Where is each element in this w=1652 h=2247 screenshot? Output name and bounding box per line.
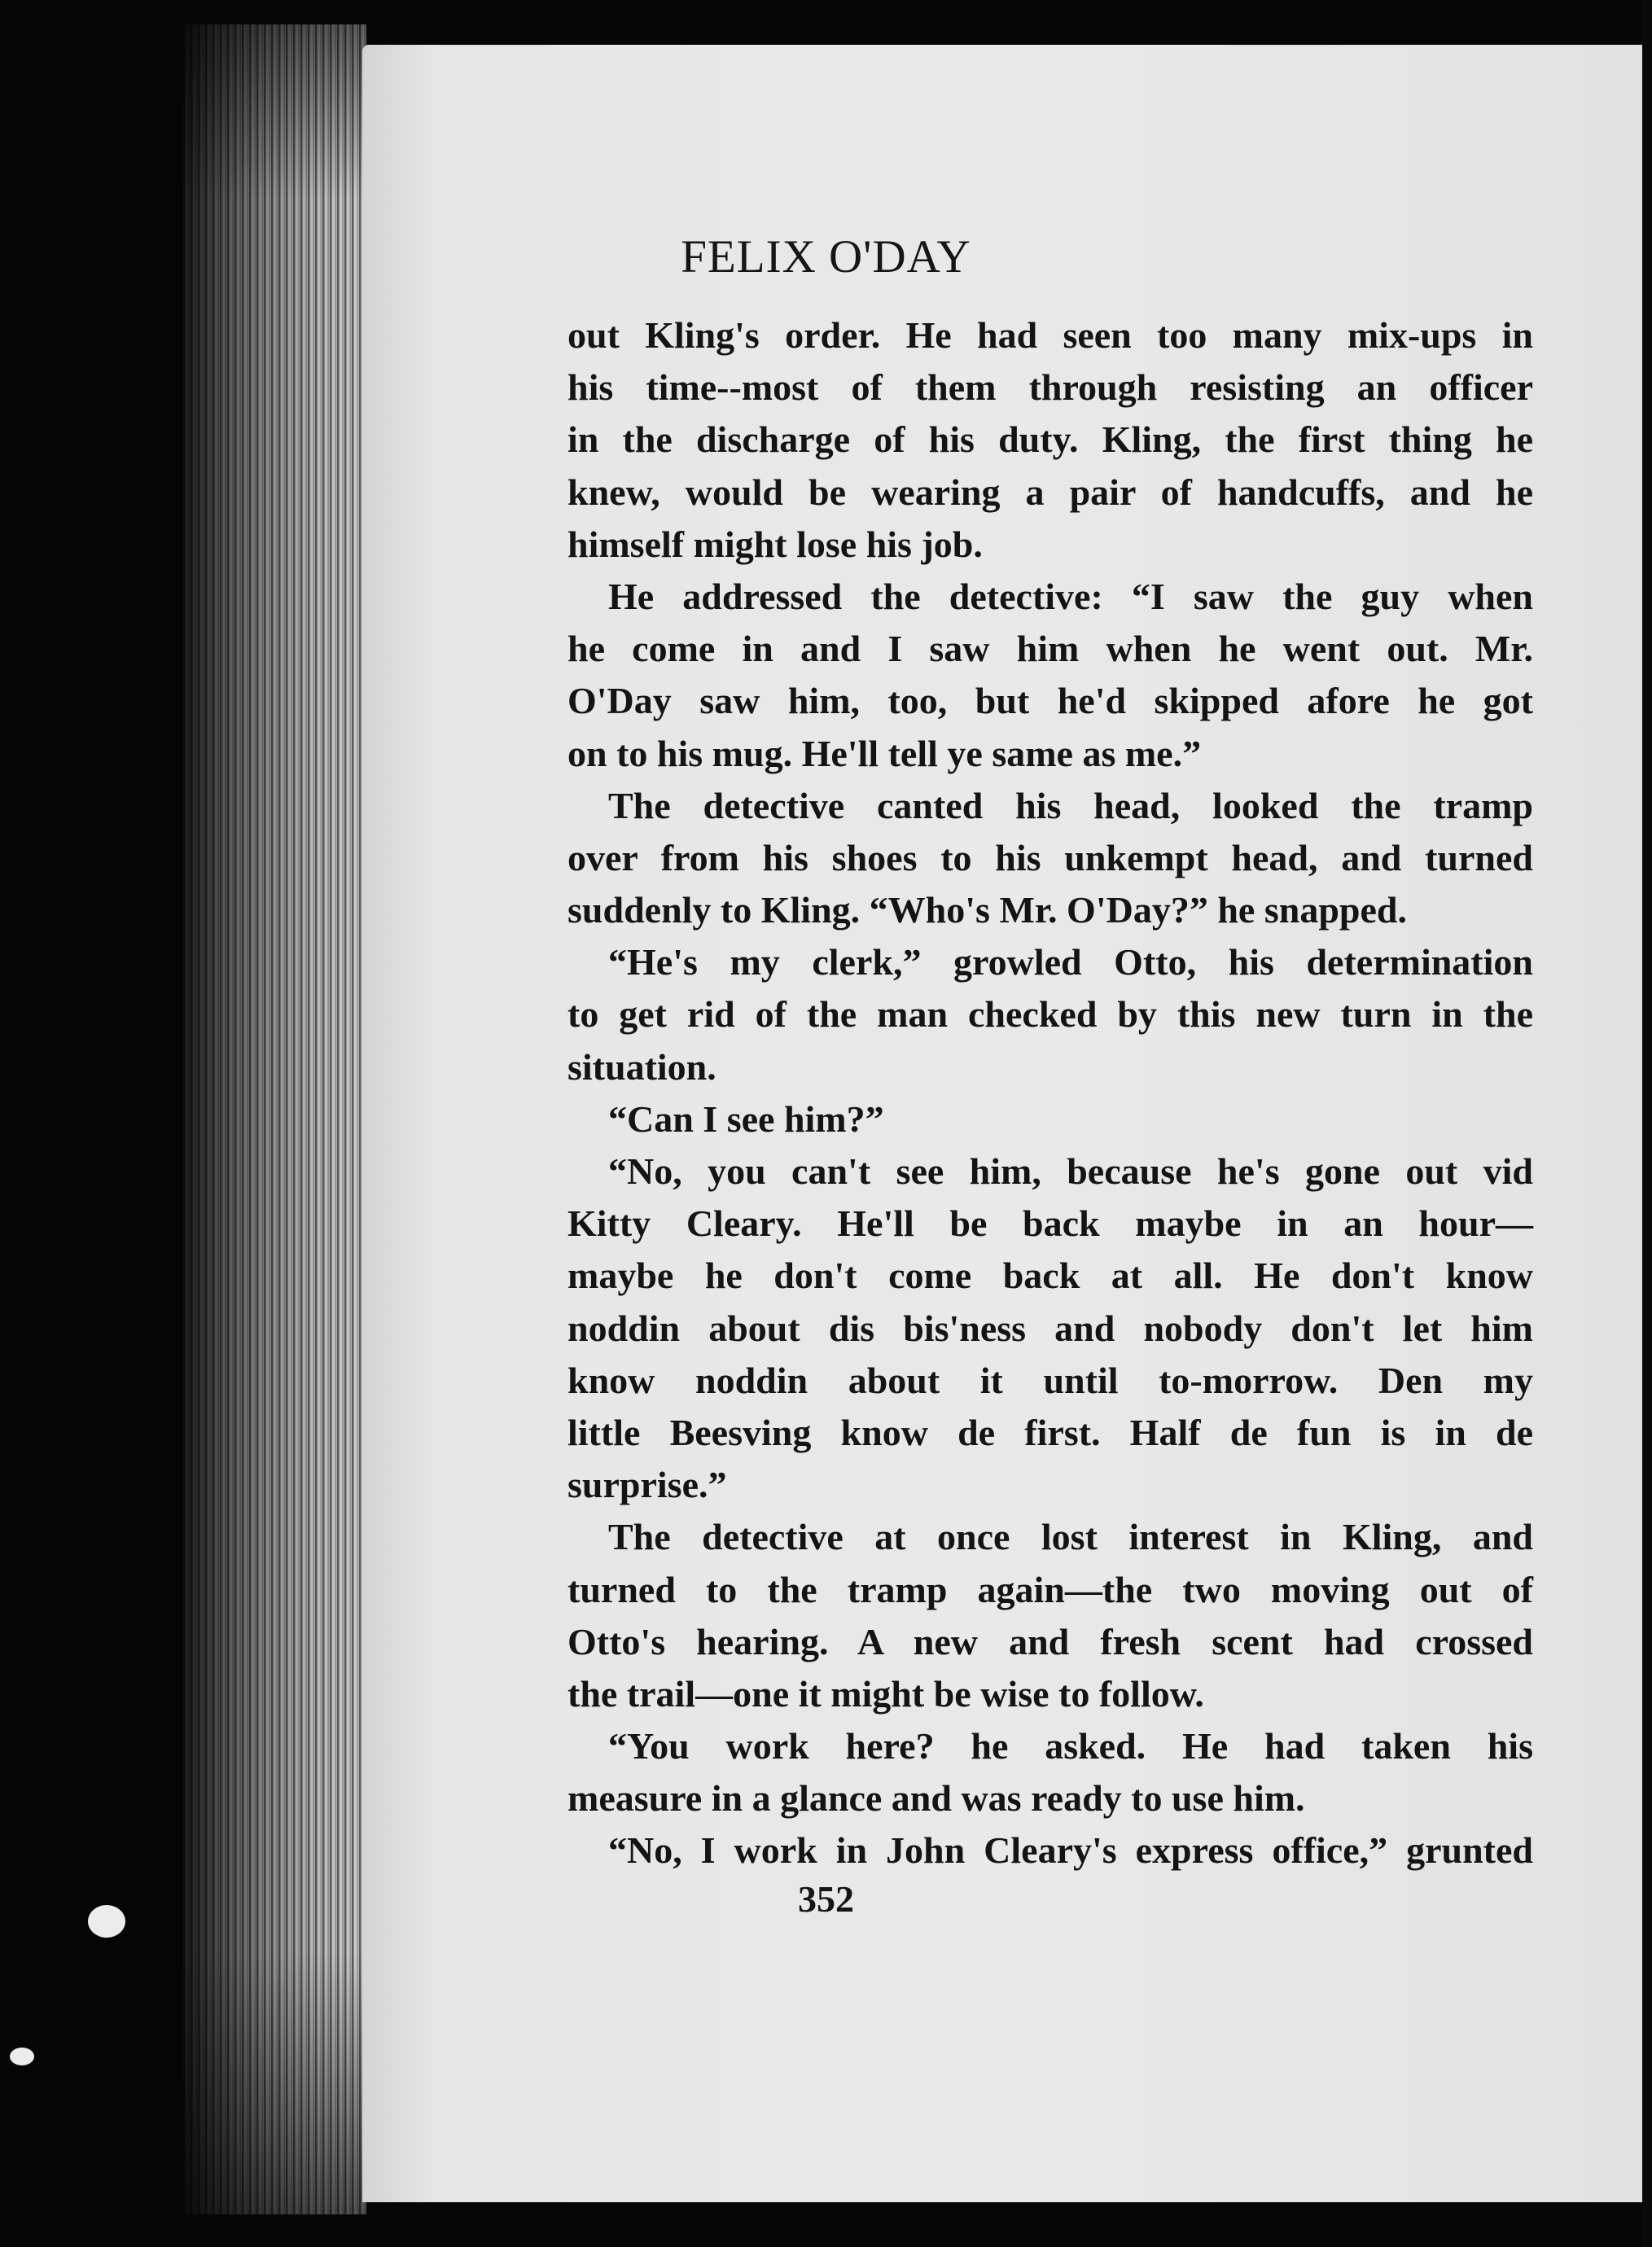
text-line: to get rid of the man checked by this new turn in the xyxy=(567,993,1533,1036)
text-line: The detective canted his head, looked the tramp xyxy=(608,784,1533,826)
text-line: little Beesving know de first. Half de fun is in de xyxy=(567,1411,1533,1453)
text-line: O'Day saw him, too, but he'd skipped afore he got xyxy=(567,680,1533,722)
body-text xyxy=(567,309,1533,1877)
text-line: in the discharge of his duty. Kling, the first thing he xyxy=(567,418,1533,461)
text-line: knew, would be wearing a pair of handcuffs, and he xyxy=(567,471,1533,513)
text-line: the trail—one it might be wise to follow. xyxy=(567,1672,1204,1715)
text-line: suddenly to Kling. “Who's Mr. O'Day?” he snapped. xyxy=(567,889,1407,931)
text-line: turned to the tramp again—the two moving out of xyxy=(567,1568,1533,1610)
text-line: maybe he don't come back at all. He don't know xyxy=(567,1255,1533,1297)
text-line: “You work here? he asked. He had taken his xyxy=(608,1725,1533,1767)
text-line: he come in and I saw him when he went out. Mr. xyxy=(567,628,1533,670)
text-line: He addressed the detective: “I saw the guy when xyxy=(608,575,1533,617)
scan-blot xyxy=(10,2048,34,2065)
text-line: on to his mug. He'll tell ye same as me.” xyxy=(567,732,1202,774)
text-line: surprise.” xyxy=(567,1464,727,1506)
text-line: noddin about dis bis'ness and nobody don't let him xyxy=(567,1307,1533,1349)
text-line: himself might lose his job. xyxy=(567,523,983,565)
text-line: The detective at once lost interest in Kling, and xyxy=(608,1516,1533,1558)
page-number: 352 xyxy=(798,1878,854,1920)
running-head: FELIX O'DAY xyxy=(681,231,971,283)
text-line: know noddin about it until to-morrow. Den my xyxy=(567,1359,1533,1401)
text-line: “No, I work in John Cleary's express office,” grunted xyxy=(608,1829,1533,1872)
text-line: out Kling's order. He had seen too many mix-ups in xyxy=(567,314,1533,356)
text-line: over from his shoes to his unkempt head, and turned xyxy=(567,836,1533,878)
text-line: his time--most of them through resisting an officer xyxy=(567,366,1533,409)
text-line: situation. xyxy=(567,1045,716,1088)
text-line: “Can I see him?” xyxy=(608,1097,884,1140)
text-line: Kitty Cleary. He'll be back maybe in an hour— xyxy=(567,1202,1533,1245)
text-line: measure in a glance and was ready to use him. xyxy=(567,1777,1305,1820)
text-line: Otto's hearing. A new and fresh scent had crossed xyxy=(567,1620,1533,1662)
text-line: “No, you can't see him, because he's gone out vid xyxy=(608,1150,1533,1192)
text-line: “He's my clerk,” growled Otto, his determination xyxy=(608,941,1533,983)
